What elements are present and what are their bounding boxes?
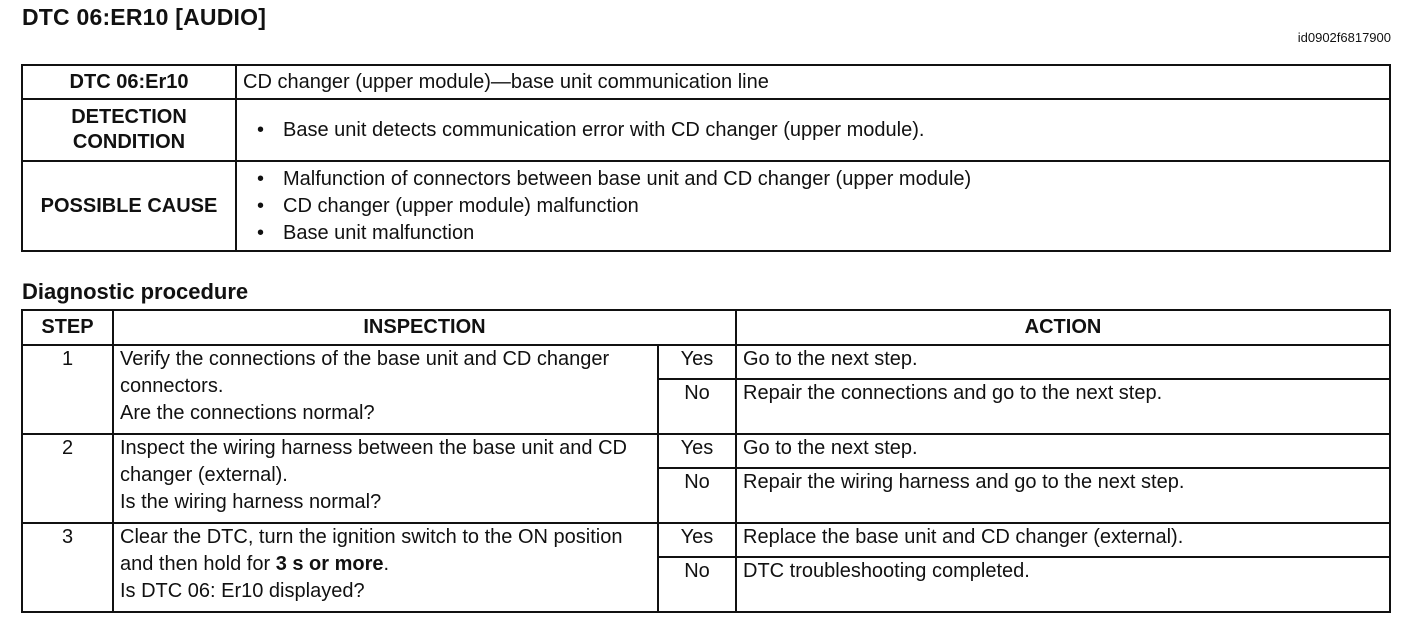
step-inspection bbox=[113, 523, 658, 612]
step-2-yes-row bbox=[22, 434, 1390, 468]
cause-item: • CD changer (upper module) malfunction bbox=[243, 193, 1383, 220]
inspection-text-bold: 3 s or more bbox=[275, 553, 384, 575]
no-action: DTC troubleshooting completed. bbox=[736, 557, 1390, 612]
inspection-question: Are the connections normal? bbox=[120, 402, 375, 424]
no-label: No bbox=[658, 468, 736, 523]
step-inspection bbox=[113, 345, 658, 434]
inspection-header: INSPECTION bbox=[113, 310, 736, 345]
detection-row bbox=[22, 99, 1390, 161]
yes-label: Yes bbox=[658, 434, 736, 468]
action-header: ACTION bbox=[736, 310, 1390, 345]
step-header: STEP bbox=[22, 310, 113, 345]
detection-value bbox=[236, 99, 1390, 161]
step-number: 2 bbox=[22, 434, 113, 523]
inspection-question: Is the wiring harness normal? bbox=[120, 491, 382, 513]
step-1-yes-row bbox=[22, 345, 1390, 379]
detection-list bbox=[243, 117, 1383, 144]
no-action: Repair the connections and go to the next step. bbox=[736, 379, 1390, 434]
no-label: No bbox=[658, 557, 736, 612]
procedure-heading: Diagnostic procedure bbox=[22, 279, 249, 304]
cause-label: POSSIBLE CAUSE bbox=[22, 161, 236, 251]
cause-list bbox=[243, 166, 1383, 247]
yes-action: Go to the next step. bbox=[736, 345, 1390, 379]
dtc-info-table bbox=[21, 64, 1391, 252]
yes-label: Yes bbox=[658, 345, 736, 379]
no-label: No bbox=[658, 379, 736, 434]
inspection-text-post: . bbox=[383, 553, 390, 575]
cause-value bbox=[236, 161, 1390, 251]
dtc-row bbox=[22, 65, 1390, 99]
inspection-text bbox=[120, 524, 651, 578]
inspection-question: Is DTC 06: Er10 displayed? bbox=[120, 580, 365, 602]
yes-action: Replace the base unit and CD changer (external). bbox=[736, 523, 1390, 557]
yes-action: Go to the next step. bbox=[736, 434, 1390, 468]
cause-row bbox=[22, 161, 1390, 251]
detection-label: DETECTION CONDITION bbox=[22, 99, 236, 161]
procedure-header-row bbox=[22, 310, 1390, 345]
inspection-text: Inspect the wiring harness between the base unit and CD changer (external). bbox=[120, 437, 627, 486]
step-inspection bbox=[113, 434, 658, 523]
step-number: 3 bbox=[22, 523, 113, 612]
cause-item: • Malfunction of connectors between base unit and CD changer (upper module) bbox=[243, 166, 1383, 193]
yes-label: Yes bbox=[658, 523, 736, 557]
dtc-label: DTC 06:Er10 bbox=[22, 65, 236, 99]
page-title: DTC 06:ER10 [AUDIO] bbox=[22, 4, 267, 30]
dtc-value: CD changer (upper module)—base unit communication line bbox=[236, 65, 1390, 99]
inspection-text: Verify the connections of the base unit and CD changer connectors. bbox=[120, 348, 610, 397]
step-3-yes-row bbox=[22, 523, 1390, 557]
cause-item: • Base unit malfunction bbox=[243, 220, 1383, 247]
no-action: Repair the wiring harness and go to the next step. bbox=[736, 468, 1390, 523]
detection-item: • Base unit detects communication error with CD changer (upper module). bbox=[243, 117, 1383, 144]
procedure-table bbox=[21, 309, 1391, 613]
step-number: 1 bbox=[22, 345, 113, 434]
document-id: id0902f6817900 bbox=[1297, 30, 1391, 45]
inspection-text-pre: Clear the DTC, turn the ignition switch to the ON position and then hold for bbox=[120, 526, 623, 575]
